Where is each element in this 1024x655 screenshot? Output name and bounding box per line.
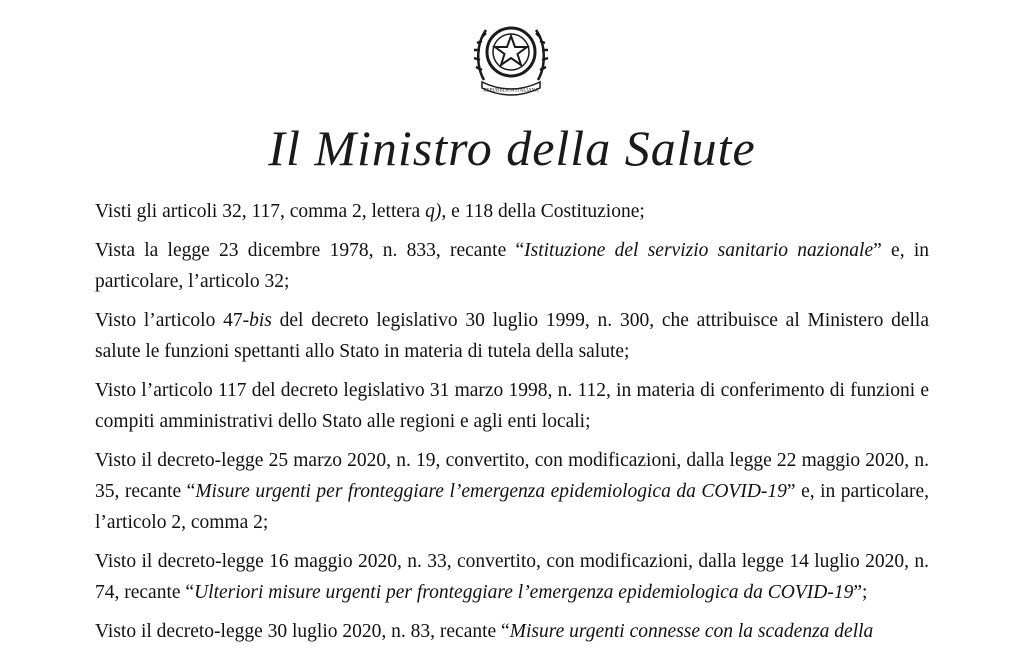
paragraph-italic: Misure urgenti connesse con la scadenza della: [509, 621, 874, 642]
paragraph-text: Vista la legge 23 dicembre 1978, n. 833, recante “: [95, 240, 525, 261]
paragraph-text: del decreto legislativo 30 luglio 1999, n. 300, che attribuisce al Ministero della salute le funzioni spettanti allo Stato in materia di tutela della salute;: [95, 310, 929, 362]
paragraph-italic: Istituzione del servizio sanitario nazionale: [524, 240, 874, 261]
paragraph-italic: q): [425, 201, 442, 222]
paragraph: [95, 196, 929, 227]
paragraph-text: ” e, in particolare, l’articolo 32;: [95, 240, 929, 292]
paragraph: [95, 375, 929, 437]
paragraph-text: Visto il decreto-legge 16 maggio 2020, n. 33, convertito, con modificazioni, dalla legge 14 luglio 2020, n. 74, recante “: [95, 551, 929, 603]
paragraph-italic: bis: [249, 310, 272, 331]
paragraph-italic: Ulteriori misure urgenti per fronteggiare l’emergenza epidemiologica da COVID-19: [194, 582, 854, 603]
paragraph-text: ” e, in particolare, l’articolo 2, comma 2;: [95, 481, 930, 533]
paragraph-text: Visti gli articoli 32, 117, comma 2, lettera: [95, 201, 426, 222]
paragraph: [95, 235, 929, 297]
paragraph-text: Visto l’articolo 47-: [95, 310, 250, 331]
paragraph-text: Visto il decreto-legge 25 marzo 2020, n. 19, convertito, con modificazioni, dalla legge 22 maggio 2020, n. 35, recante “: [95, 450, 929, 502]
italian-republic-emblem-icon: [470, 14, 552, 100]
page-title: Il Ministro della Salute: [268, 120, 756, 176]
emblem-ribbon-label: REPUBBLICA ITALIANA: [483, 88, 539, 94]
document-body: [95, 196, 929, 655]
paragraph-text: , e 118 della Costituzione;: [441, 201, 645, 222]
paragraph-text: ”;: [853, 582, 868, 603]
paragraph: [95, 445, 929, 538]
paragraph-text: Visto l’articolo 117 del decreto legislativo 31 marzo 1998, n. 112, in materia di conferimento di funzioni e compiti amministrativi dello Stato alle regioni e agli enti locali;: [95, 380, 929, 432]
paragraph-italic: Misure urgenti per fronteggiare l’emergenza epidemiologica da COVID-19: [195, 481, 787, 502]
paragraph: [95, 616, 929, 647]
paragraph: [95, 305, 929, 367]
paragraph-text: Visto il decreto-legge 30 luglio 2020, n. 83, recante “: [95, 621, 510, 642]
paragraph: [95, 546, 929, 608]
